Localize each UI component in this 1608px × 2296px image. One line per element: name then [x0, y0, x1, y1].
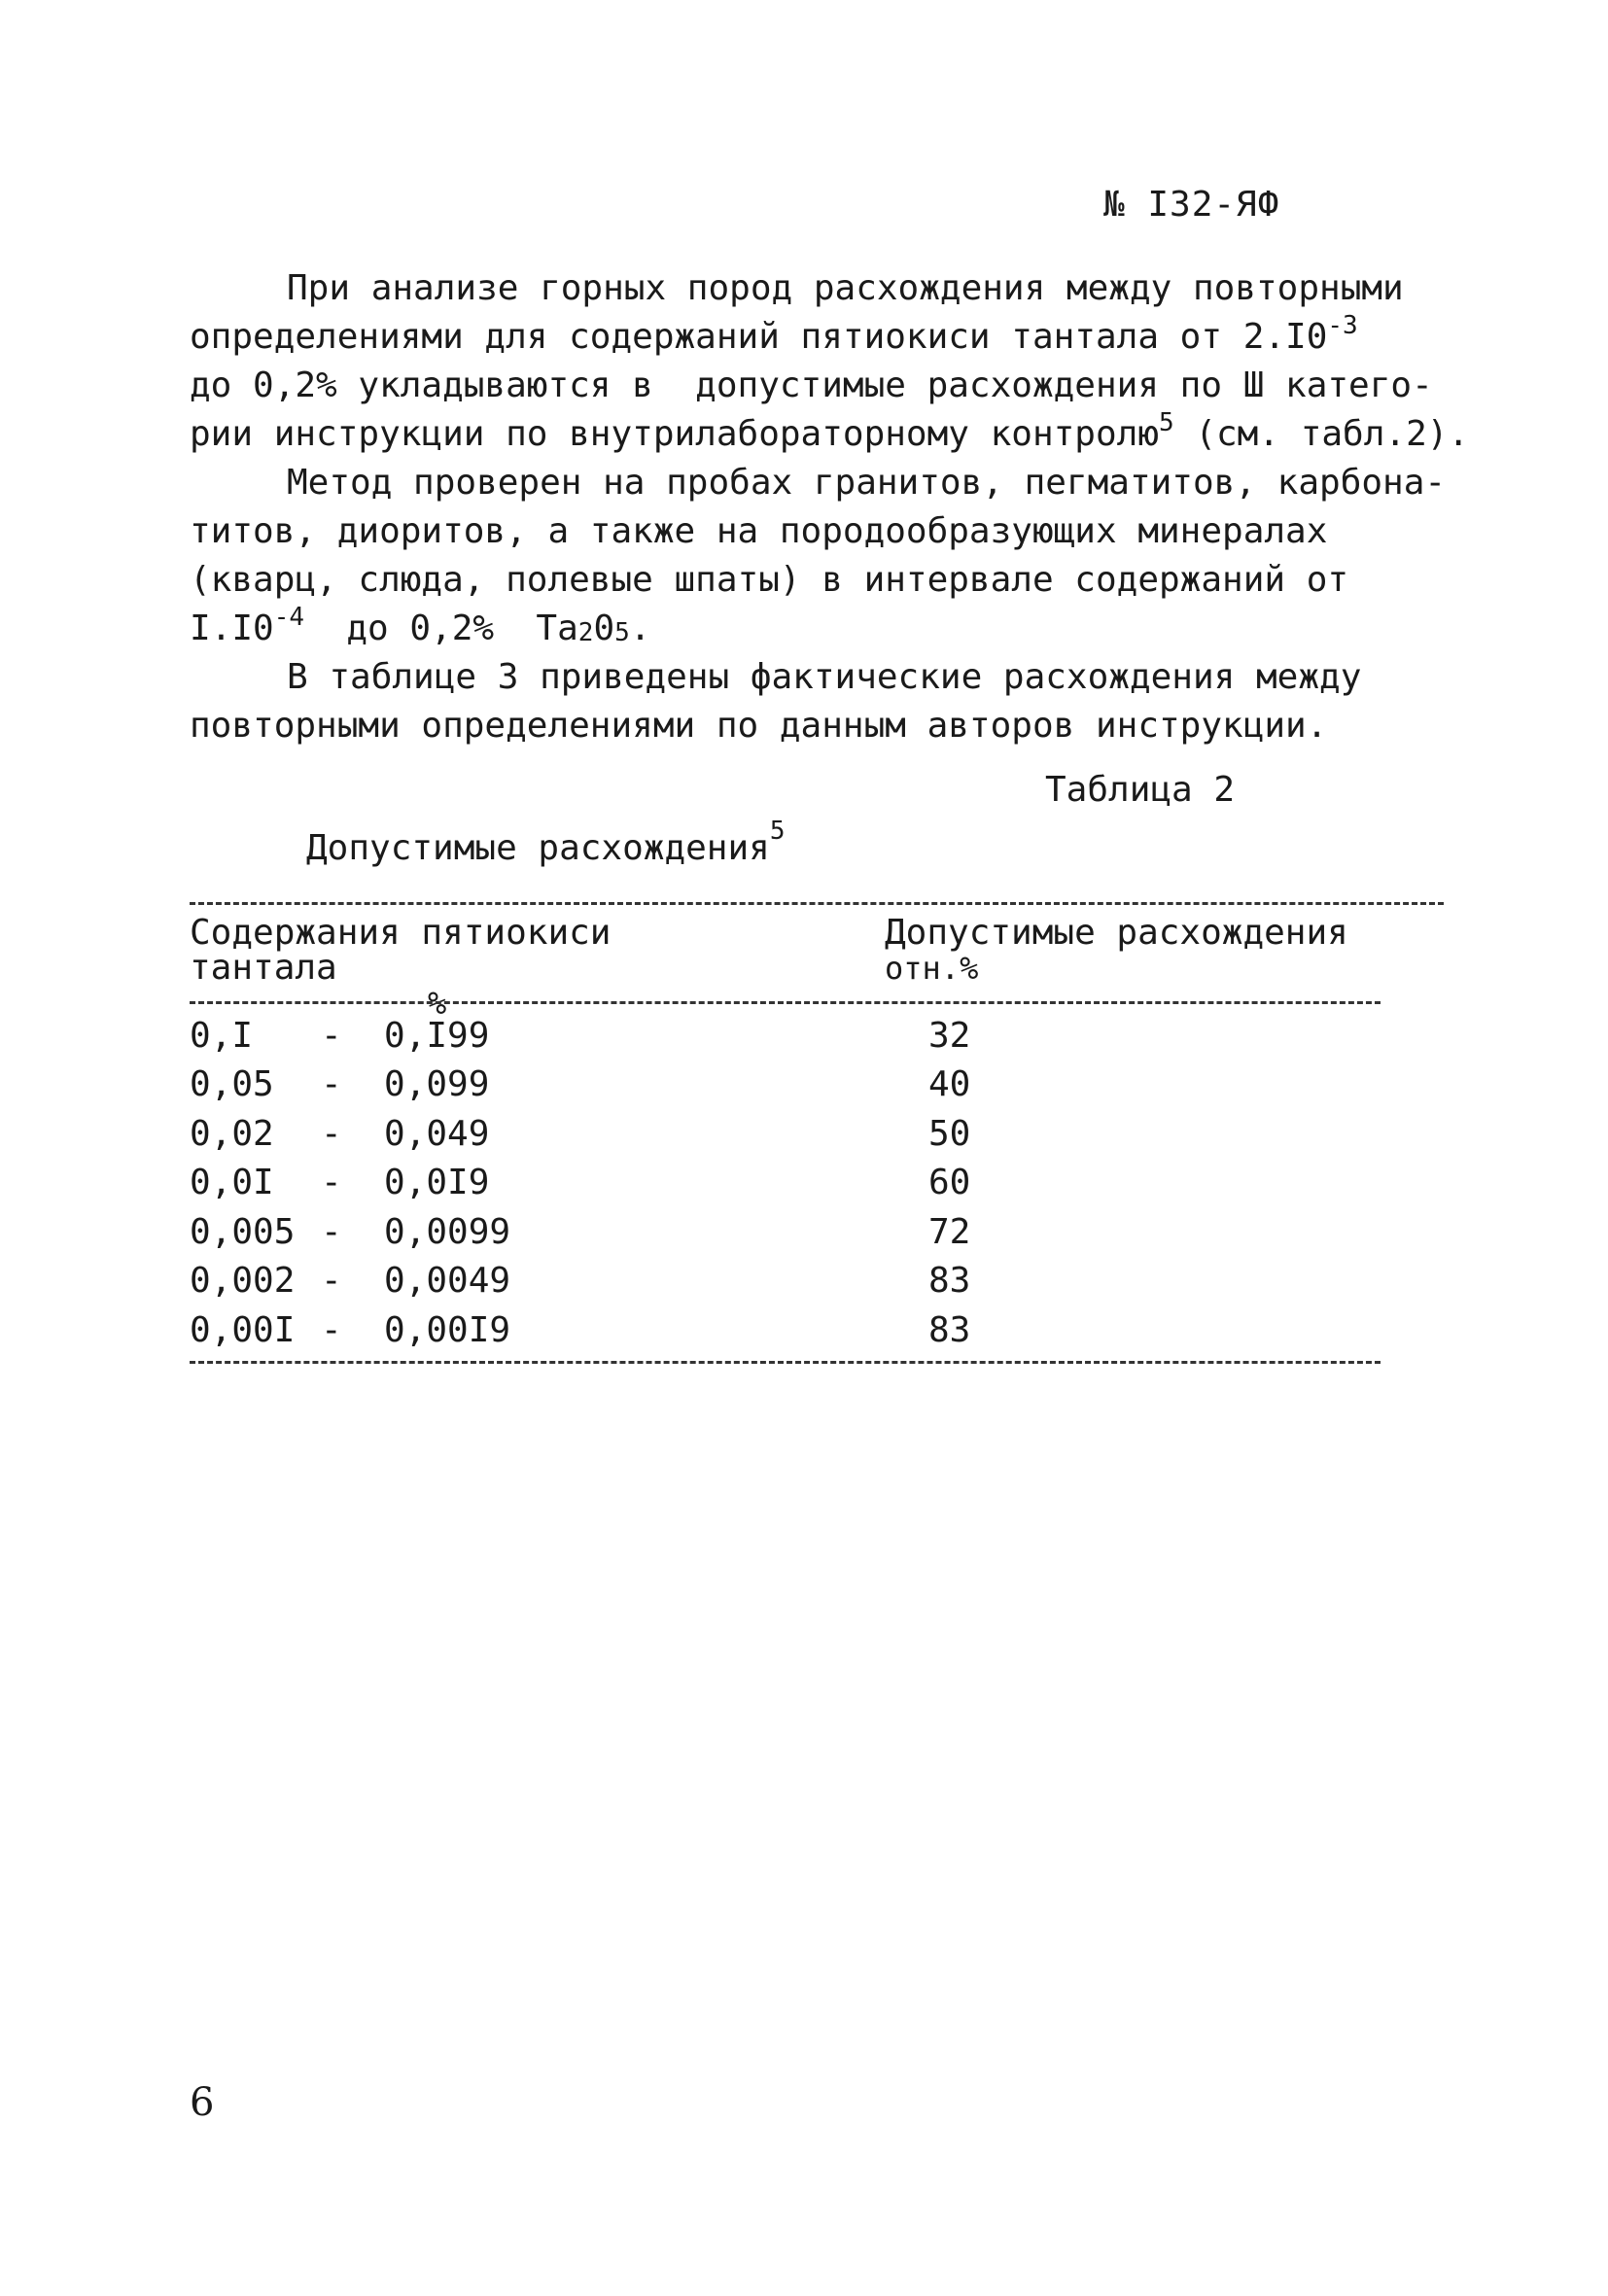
- footnote-reference: 5: [1159, 408, 1174, 437]
- document-number: № I32-ЯФ: [1103, 185, 1280, 225]
- paragraph-3: [190, 653, 1415, 750]
- table-row: [190, 1061, 1381, 1110]
- paragraph-1-line-3: до 0,2% укладываются в допустимые расхождения по Ш катего-: [190, 365, 1433, 405]
- row-range-from: 0,002: [190, 1261, 296, 1302]
- row-range-from: 0,0I: [190, 1163, 274, 1203]
- table-label: Таблица 2: [1045, 770, 1236, 810]
- row-tolerance-value: 83: [928, 1261, 971, 1302]
- paragraph-1: [190, 264, 1470, 459]
- paragraph-1-line-4-text: рии инструкции по внутрилабораторному контролю: [190, 414, 1159, 454]
- column-header-tolerance-unit: отн.%: [885, 950, 979, 987]
- row-range-from: 0,02: [190, 1113, 274, 1154]
- row-range-from: 0,05: [190, 1064, 274, 1105]
- row-tolerance-value: 32: [928, 1015, 971, 1056]
- row-tolerance-value: 72: [928, 1211, 971, 1252]
- paragraph-2-line-2: титов, диоритов, а также на породообразующих минералах: [190, 511, 1328, 551]
- row-range-dash: -: [321, 1261, 342, 1302]
- table-row: [190, 1109, 1381, 1159]
- paragraph-2-line-4-a: I.I0: [190, 609, 274, 648]
- exponent-superscript: -3: [1327, 311, 1358, 340]
- row-range-dash: -: [321, 1113, 342, 1154]
- table-row: [190, 1159, 1381, 1208]
- row-range-from: 0,00I: [190, 1309, 296, 1350]
- row-range-to: 0,0099: [384, 1211, 511, 1252]
- row-range-to: 0,049: [384, 1113, 490, 1154]
- table-header-rule: [190, 1001, 1381, 1004]
- paragraph-2-line-1: Метод проверен на пробах гранитов, пегматитов, карбона-: [287, 463, 1447, 503]
- paragraph-2-line-4-end: .: [629, 609, 651, 648]
- row-tolerance-value: 50: [928, 1113, 971, 1154]
- table-bottom-rule: [190, 1361, 1381, 1364]
- formula-subscript: 5: [614, 618, 630, 647]
- formula-subscript: 2: [577, 618, 594, 647]
- row-range-dash: -: [321, 1015, 342, 1056]
- column-header-tolerance: [885, 913, 1371, 987]
- paragraph-1-line-2: [190, 313, 1415, 362]
- row-range-dash: -: [321, 1064, 342, 1105]
- row-range-to: 0,0I9: [384, 1163, 490, 1203]
- row-range-dash: -: [321, 1211, 342, 1252]
- table-row: [190, 1257, 1381, 1306]
- column-header-content-unit: %: [428, 985, 447, 1022]
- paragraph-2-line-4-b: до 0,2% Ta: [304, 609, 578, 648]
- table-row: [190, 1207, 1381, 1257]
- table-body: [190, 1011, 1381, 1355]
- table-row: [190, 1011, 1381, 1061]
- row-range-to: 0,0049: [384, 1261, 511, 1302]
- row-range-from: 0,I: [190, 1015, 254, 1056]
- paragraph-3-line-1: В таблице 3 приведены фактические расхождения между: [287, 657, 1362, 697]
- paragraph-2-line-4-c: 0: [593, 609, 615, 648]
- column-header-content-label: Содержания пятиокиси тантала: [190, 913, 612, 988]
- table-top-rule: [190, 902, 1444, 905]
- row-range-dash: -: [321, 1309, 342, 1350]
- table-row: [190, 1305, 1381, 1355]
- paragraph-2-line-4: [190, 605, 1415, 653]
- table-caption-text: Допустимые расхождения: [306, 828, 770, 868]
- row-range-to: 0,099: [384, 1064, 490, 1105]
- paragraph-2: [190, 459, 1447, 653]
- paragraph-3-line-2: повторными определениями по данным авторов инструкции.: [190, 706, 1328, 746]
- row-tolerance-value: 83: [928, 1309, 971, 1350]
- paragraph-1-line-4-end: (см. табл.2).: [1173, 414, 1470, 454]
- paragraph-2-line-3: (кварц, слюда, полевые шпаты) в интервале содержаний от: [190, 560, 1349, 600]
- column-header-tolerance-label: Допустимые расхождения: [885, 913, 1348, 953]
- row-range-from: 0,005: [190, 1211, 296, 1252]
- page-number: 6: [190, 2080, 215, 2125]
- row-range-to: 0,I99: [384, 1015, 490, 1056]
- table-caption: [306, 817, 786, 868]
- row-range-to: 0,00I9: [384, 1309, 511, 1350]
- row-range-dash: -: [321, 1163, 342, 1203]
- column-header-content: [190, 913, 773, 1022]
- paragraph-1-line-4: [190, 408, 1470, 459]
- row-tolerance-value: 40: [928, 1064, 971, 1105]
- paragraph-1-line-2-text: определениями для содержаний пятиокиси тантала от 2.I0: [190, 317, 1328, 357]
- footnote-reference: 5: [769, 817, 786, 846]
- exponent-superscript: -4: [273, 603, 305, 632]
- paragraph-1-line-1: При анализе горных пород расхождения между повторными: [287, 268, 1404, 308]
- row-tolerance-value: 60: [928, 1163, 971, 1203]
